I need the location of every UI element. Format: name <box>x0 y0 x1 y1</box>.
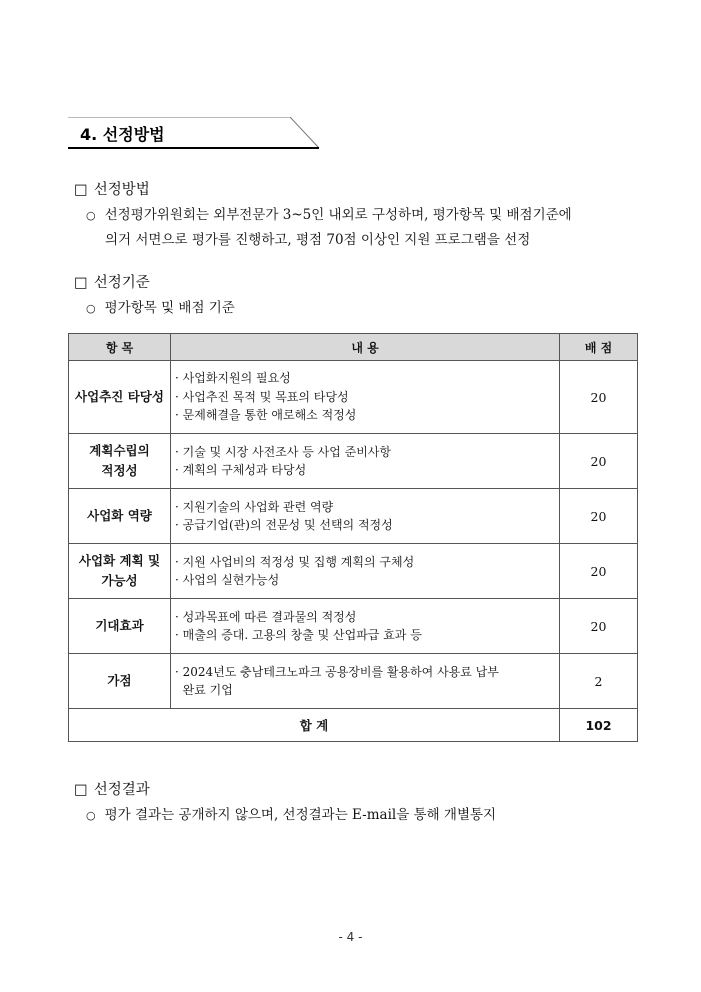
table-row <box>69 361 638 434</box>
row-item: 가점 <box>69 654 171 709</box>
table-header-row <box>69 334 638 361</box>
row-item: 사업추진 타당성 <box>69 361 171 434</box>
heading-selection-criteria: □ 선정기준 <box>74 275 150 291</box>
section-title <box>68 117 320 149</box>
header-item: 항 목 <box>69 334 171 361</box>
row-content: · 성과목표에 따른 결과물의 적정성 · 매출의 증대. 고용의 창출 및 산업파급 효과 등 <box>171 599 560 654</box>
row-item: 기대효과 <box>69 599 171 654</box>
total-label: 합 계 <box>69 709 560 742</box>
heading-selection-method: □ 선정방법 <box>74 182 150 198</box>
row-item: 사업화 역량 <box>69 489 171 544</box>
criteria-table <box>68 333 638 742</box>
circle-bullet-icon: ○ <box>86 302 96 315</box>
row-item: 계획수립의 적정성 <box>69 434 171 489</box>
row-score: 20 <box>560 361 638 434</box>
square-bullet-icon: □ <box>74 782 88 798</box>
header-score: 배 점 <box>560 334 638 361</box>
row-score: 20 <box>560 489 638 544</box>
row-score: 20 <box>560 434 638 489</box>
row-score: 20 <box>560 544 638 599</box>
circle-bullet-icon: ○ <box>86 809 96 822</box>
row-content: · 지원기술의 사업화 관련 역량 · 공급기업(관)의 전문성 및 선택의 적정성 <box>171 489 560 544</box>
section-title-text: 4. 선정방법 <box>80 125 165 144</box>
square-bullet-icon: □ <box>74 182 88 198</box>
table-row <box>69 654 638 709</box>
table-row <box>69 434 638 489</box>
row-content: · 사업화지원의 필요성 · 사업추진 목적 및 목표의 타당성 · 문제해결을 통한 애로해소 적정성 <box>171 361 560 434</box>
total-value: 102 <box>560 709 638 742</box>
table-row <box>69 489 638 544</box>
heading-selection-result: □ 선정결과 <box>74 782 150 798</box>
circle-bullet-icon: ○ <box>86 209 96 222</box>
square-bullet-icon: □ <box>74 275 88 291</box>
header-content: 내 용 <box>171 334 560 361</box>
selection-method-paragraph: ○ 선정평가위원회는 외부전문가 3~5인 내외로 구성하며, 평가항목 및 배점기준에 의거 서면으로 평가를 진행하고, 평점 70점 이상인 지원 프로그램을 선정 <box>86 207 572 248</box>
row-content: · 기술 및 시장 사전조사 등 사업 준비사항 · 계획의 구체성과 타당성 <box>171 434 560 489</box>
row-content: · 지원 사업비의 적정성 및 집행 계획의 구체성 · 사업의 실현가능성 <box>171 544 560 599</box>
row-score: 2 <box>560 654 638 709</box>
criteria-bullet: ○ 평가항목 및 배점 기준 <box>86 300 235 316</box>
table-total-row <box>69 709 638 742</box>
result-bullet: ○ 평가 결과는 공개하지 않으며, 선정결과는 E-mail을 통해 개별통지 <box>86 807 497 823</box>
row-content: · 2024년도 충남테크노파크 공용장비를 활용하여 사용료 납부 완료 기업 <box>171 654 560 709</box>
row-score: 20 <box>560 599 638 654</box>
row-item: 사업화 계획 및 가능성 <box>69 544 171 599</box>
table-row <box>69 599 638 654</box>
page-number: - 4 - <box>338 930 363 944</box>
table-row <box>69 544 638 599</box>
